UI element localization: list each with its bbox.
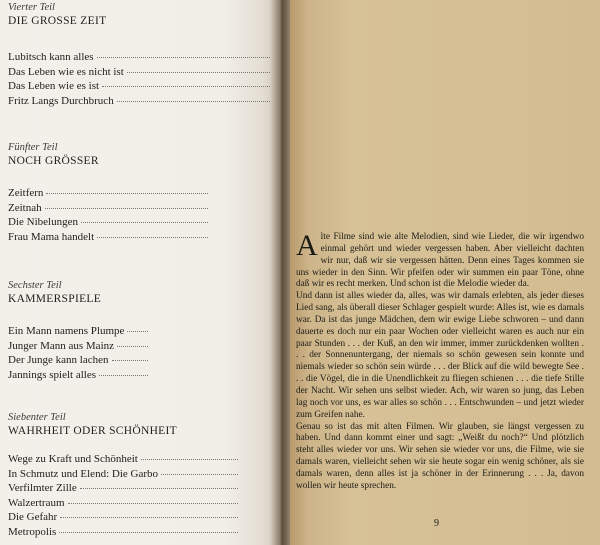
toc-entry: Junger Mann aus Mainz	[8, 339, 148, 354]
toc-entry: Die Gefahr	[8, 510, 238, 525]
toc-list	[8, 324, 148, 382]
toc-section-5	[8, 142, 270, 243]
drop-cap: A	[296, 229, 318, 262]
part-title: NOCH GRÖSSER	[8, 155, 99, 167]
toc-entry: Zeitfern	[8, 186, 208, 201]
toc-list	[8, 186, 208, 244]
toc-entry: In Schmutz und Elend: Die Garbo	[8, 467, 238, 482]
toc-entry: Zeitnah	[8, 201, 208, 216]
toc-section-7	[8, 412, 270, 538]
toc-entry: Wege zu Kraft und Schönheit	[8, 452, 238, 467]
toc-section-4	[8, 2, 270, 107]
part-title: DIE GROSSE ZEIT	[8, 15, 107, 27]
toc-entry: Jannings spielt alles	[8, 368, 148, 383]
left-page	[0, 0, 282, 545]
part-label: Fünfter Teil	[8, 142, 58, 153]
paragraph: Genau so ist das mit alten Filmen. Wir glauben, sie längst vergessen zu haben. Und dann kommt einer und sagt: „Weißt du noch?“ Und plötzlich steht alles wieder vor uns. Wir sehen sie wieder vor uns, die Filme, wie sie damals waren, vielleicht sehen wir sie heute sogar ein wenig schöner, als sie damals waren, denn alles ist ja schöner in der Erinnerung . . . Ja, davon wollen wir heute sprechen.	[296, 421, 584, 491]
toc-list	[8, 50, 270, 108]
toc-entry: Der Junge kann lachen	[8, 353, 148, 368]
toc-section-6	[8, 280, 270, 381]
part-label: Siebenter Teil	[8, 412, 66, 423]
part-label: Vierter Teil	[8, 2, 55, 13]
page-number: 9	[434, 518, 439, 529]
toc-entry: Walzertraum	[8, 496, 238, 511]
part-title: KAMMERSPIELE	[8, 293, 102, 305]
book-gutter	[270, 0, 292, 545]
paragraph: Und dann ist alles wieder da, alles, was wir damals erlebten, als jeder dieses Lied sang, als überall dieser Schlager gespielt wurde: Alles ist, wie es damals war. Da ist das junge Mädchen, dem wir ewige Liebe schworen – und dann dauerte es doch nur ein paar Wochen oder vielleicht waren es auch nur ein paar Stunden . . . der Kuß, an den wir immer, immer zurückdenken wollten . . . der Sonnenuntergang, der niemals so schön gewesen sein konnte und niemals wieder so schön sein würde . . . der Blick auf die wild bewegte See . . . die Vögel, die in die Unendlichkeit zu fliegen schienen . . . die tiefe Stille der Nacht. Wir sehen uns selbst wieder. Ach, wir waren so jung, das Leben lag noch vor uns, es war alles so schön . . . Entschwunden – und jetzt wieder zum Greifen nahe.	[296, 291, 584, 420]
part-title: WAHRHEIT ODER SCHÖNHEIT	[8, 425, 177, 437]
toc-entry: Das Leben wie es ist	[8, 79, 270, 94]
toc-entry: Lubitsch kann alles	[8, 50, 270, 65]
toc-list	[8, 452, 238, 539]
toc-entry: Fritz Langs Durchbruch	[8, 94, 270, 109]
toc-entry: Die Nibelungen	[8, 215, 208, 230]
body-text	[296, 229, 584, 493]
toc-entry: Frau Mama handelt	[8, 230, 208, 245]
toc-entry: Ein Mann namens Plumpe	[8, 324, 148, 339]
part-label: Sechster Teil	[8, 280, 62, 291]
toc-entry: Metropolis	[8, 525, 238, 540]
toc-entry: Das Leben wie es nicht ist	[8, 65, 270, 80]
toc-entry: Verfilmter Zille	[8, 481, 238, 496]
paragraph: Alte Filme sind wie alte Melodien, sind wie Lieder, die wir irgendwo einmal gehört und wieder vergessen haben. Aber vielleicht dachten wir nur, daß wir sie vergessen hätten. Denn eines Tages kommen sie uns wieder in den Sinn. Wir pfeifen oder wir summen ein paar Töne, ohne daß wir es recht merken. Und schon ist die Melodie wieder da.	[296, 229, 584, 290]
